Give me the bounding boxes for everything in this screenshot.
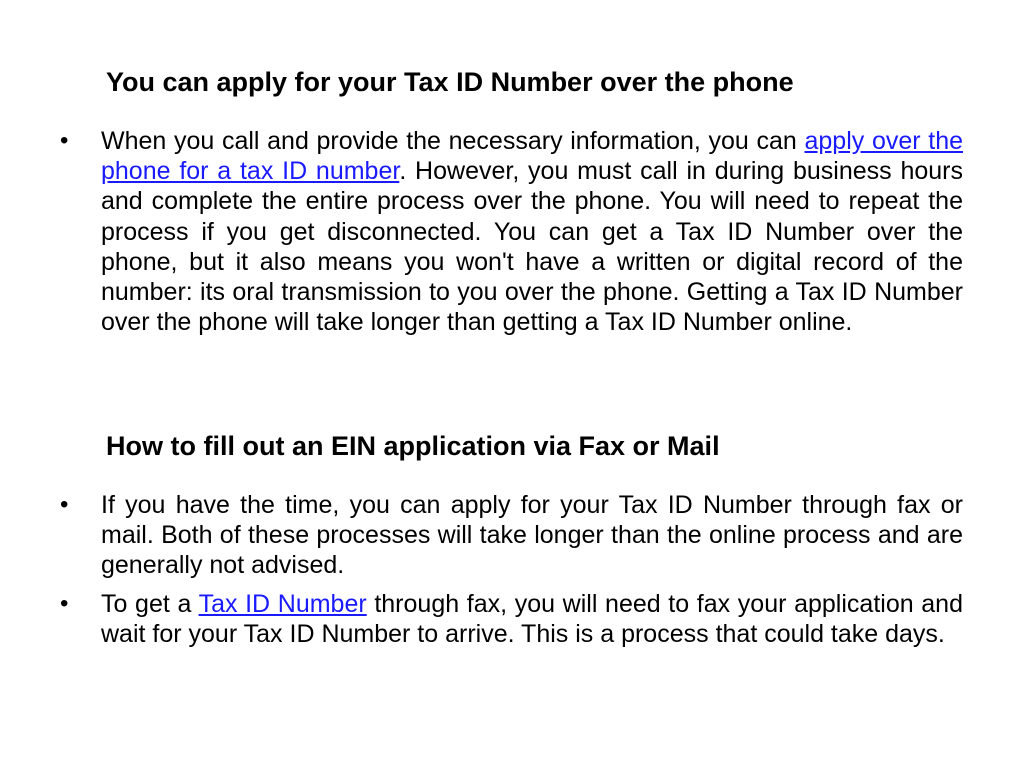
section-heading-fax-mail: How to fill out an EIN application via Fax or Mail — [106, 431, 720, 462]
apply-by-phone-link[interactable]: apply over the phone for a tax ID number — [101, 127, 963, 186]
bullet-list-fax-mail — [60, 490, 963, 657]
section-heading-phone: You can apply for your Tax ID Number over the phone — [106, 67, 794, 98]
bullet-list-phone — [60, 126, 963, 345]
list-item — [60, 589, 963, 649]
bullet-text: When you call and provide the necessary information, you can — [101, 127, 805, 155]
list-item — [60, 490, 963, 581]
bullet-icon: • — [60, 589, 69, 617]
bullet-text: . However, you must call in during business hours and complete the entire process over the phone. You will need to repeat the process if you get disconnected. You can get a Tax ID Number over the phone, but it also means you won't have a written or digital record of the number: its oral transmission to you over the phone. Getting a Tax ID Number over the phone will take longer than getting a Tax ID Number online. — [101, 157, 963, 337]
list-item — [60, 126, 963, 337]
bullet-text: To get a — [101, 589, 199, 618]
bullet-icon: • — [60, 491, 69, 518]
tax-id-number-link[interactable]: Tax ID Number — [198, 589, 367, 618]
bullet-text: If you have the time, you can apply for your Tax ID Number through fax or mail. Both of these processes will take longer than the online process and are generally not advised. — [101, 491, 963, 580]
bullet-text: through fax, you will need to fax your application and wait for your Tax ID Number to arrive. This is a process that could take days. — [101, 589, 963, 648]
bullet-icon: • — [60, 127, 69, 154]
